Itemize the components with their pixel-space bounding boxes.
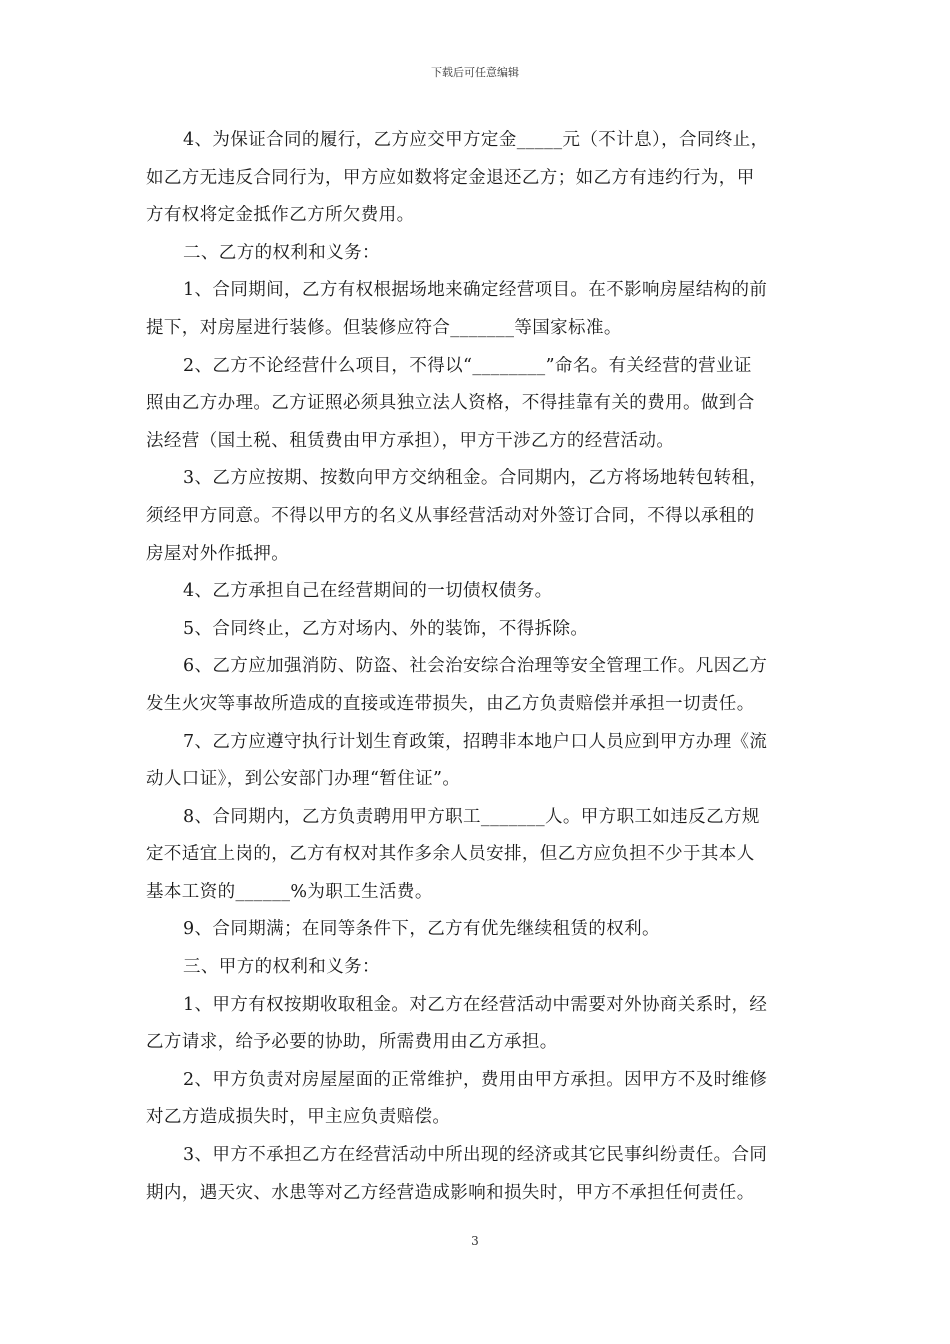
page-header: 下载后可任意编辑 [431, 66, 519, 79]
paragraph-line: 9、合同期满；在同等条件下，乙方有优先继续租赁的权利。 [183, 919, 660, 940]
paragraph-line: 7、乙方应遵守执行计划生育政策，招聘非本地户口人员应到甲方办理《流 [183, 731, 768, 752]
paragraph-line: 1、甲方有权按期收取租金。对乙方在经营活动中需要对外协商关系时，经 [183, 994, 768, 1015]
clause-paragraph [146, 1062, 812, 1137]
clause-paragraph [146, 911, 812, 949]
paragraph-line: 发生火灾等事故所造成的直接或连带损失，由乙方负责赔偿并承担一切责任。 [146, 693, 755, 714]
paragraph-line: 须经甲方同意。不得以甲方的名义从事经营活动对外签订合同，不得以承租的 [146, 505, 755, 526]
paragraph-line: 房屋对外作抵押。 [146, 543, 290, 564]
clause-paragraph [146, 987, 812, 1062]
paragraph-line: 1、合同期间，乙方有权根据场地来确定经营项目。在不影响房屋结构的前 [183, 280, 768, 301]
clause-paragraph [146, 611, 812, 649]
clause-paragraph [146, 1137, 812, 1212]
paragraph-line: 2、乙方不论经营什么项目，不得以“________”命名。有关经营的营业证 [183, 355, 752, 376]
paragraph-line: 3、乙方应按期、按数向甲方交纳租金。合同期内，乙方将场地转包转租， [183, 468, 768, 489]
section-heading [146, 235, 812, 273]
paragraph-line: 方有权将定金抵作乙方所欠费用。 [146, 205, 415, 226]
paragraph-line: 4、为保证合同的履行，乙方应交甲方定金_____元（不计息），合同终止， [183, 130, 769, 150]
clause-paragraph [146, 272, 812, 347]
paragraph-line: 5、合同终止，乙方对场内、外的装饰，不得拆除。 [183, 618, 589, 639]
paragraph-line: 如乙方无违反合同行为，甲方应如数将定金退还乙方；如乙方有违约行为，甲 [146, 167, 755, 188]
paragraph-line: 基本工资的______%为职工生活费。 [146, 881, 433, 902]
clause-paragraph [146, 122, 812, 235]
paragraph-line: 动人口证》，到公安部门办理“暂住证”。 [146, 769, 461, 790]
section-heading [146, 949, 812, 987]
paragraph-line: 期内，遇天灾、水患等对乙方经营造成影响和损失时，甲方不承担任何责任。 [146, 1182, 755, 1203]
paragraph-line: 对乙方造成损失时，甲主应负责赔偿。 [146, 1107, 451, 1128]
paragraph-line: 2、甲方负责对房屋屋面的正常维护，费用由甲方承担。因甲方不及时维修 [183, 1069, 768, 1090]
paragraph-line: 乙方请求，给予必要的协助，所需费用由乙方承担。 [146, 1032, 558, 1053]
paragraph-line: 提下，对房屋进行装修。但装修应符合_______等国家标准。 [146, 317, 622, 338]
paragraph-line: 6、乙方应加强消防、防盗、社会治安综合治理等安全管理工作。凡因乙方 [183, 656, 768, 677]
document-body [146, 122, 812, 1212]
clause-paragraph [146, 799, 812, 912]
clause-paragraph [146, 460, 812, 573]
clause-paragraph [146, 348, 812, 461]
clause-paragraph [146, 724, 812, 799]
paragraph-line: 3、甲方不承担乙方在经营活动中所出现的经济或其它民事纠纷责任。合同 [183, 1145, 768, 1166]
clause-paragraph [146, 648, 812, 723]
paragraph-line: 8、合同期内，乙方负责聘用甲方职工_______人。甲方职工如违反乙方规 [183, 806, 760, 827]
section-heading-text: 二、乙方的权利和义务： [183, 242, 380, 263]
clause-paragraph [146, 573, 812, 611]
paragraph-line: 照由乙方办理。乙方证照必须具独立法人资格，不得挂靠有关的费用。做到合 [146, 393, 755, 414]
page-number: 3 [471, 1234, 479, 1248]
paragraph-line: 定不适宜上岗的，乙方有权对其作多余人员安排，但乙方应负担不少于其本人 [146, 844, 755, 865]
section-heading-text: 三、甲方的权利和义务： [183, 957, 380, 978]
paragraph-line: 4、乙方承担自己在经营期间的一切债权债务。 [183, 581, 553, 602]
paragraph-line: 法经营（国土税、租赁费由甲方承担），甲方干涉乙方的经营活动。 [146, 430, 675, 451]
